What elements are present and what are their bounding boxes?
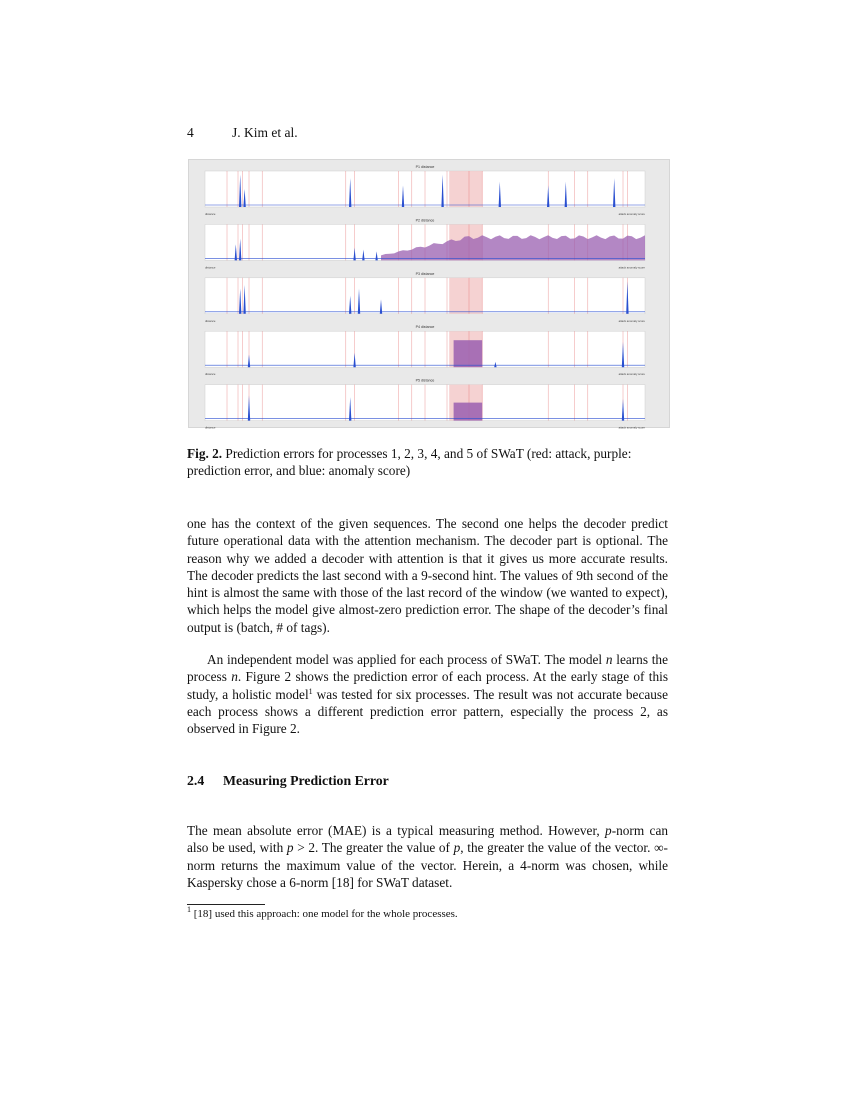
p3-d: , the greater the value of the vector. ∞-norm returns the maximum value of the vector. Herein, a 4-norm was chosen, while Kaspersky chose a 6-norm [18] for SWaT dataset.: [187, 840, 668, 890]
running-head: [187, 125, 298, 141]
panel-legend-left: distance: [205, 372, 216, 377]
p2-var-n: n: [605, 652, 613, 667]
panel-legend-left: distance: [205, 318, 216, 323]
panel-title: P4 distance: [415, 325, 435, 330]
footnote-text: [18] used this approach: one model for the whole processes.: [193, 908, 458, 920]
panel-title: P5 distance: [415, 378, 435, 383]
p3-var-p3: p: [453, 840, 461, 856]
panel-title: P3 distance: [415, 271, 435, 276]
p3-var-p1: p: [605, 823, 612, 838]
p2-c: . Figure 2 shows the prediction error of each process. At the early stage of this study, a holistic model: [187, 669, 668, 702]
section-number: 2.4: [187, 773, 205, 788]
figure-prediction-errors: [188, 159, 670, 428]
p3-b: -norm can also be used, with: [187, 823, 668, 856]
panel-legend-right: attack anomaly score: [618, 372, 645, 377]
p2-var-n2: n: [231, 669, 238, 685]
page-number: 4: [187, 125, 194, 140]
footnote: [187, 905, 458, 920]
panel-legend-left: distance: [205, 265, 216, 270]
section-heading: [187, 773, 389, 789]
panel-title: P2 distance: [415, 218, 435, 223]
prediction-error-block: [454, 403, 483, 421]
paragraph-3: [187, 822, 668, 891]
attack-window: [449, 278, 482, 314]
panel-legend-right: attack anomaly score: [618, 318, 645, 323]
figure-caption: [187, 445, 668, 479]
section-title: Measuring Prediction Error: [223, 773, 389, 788]
caption-label: Fig. 2.: [187, 446, 223, 461]
p2-a: An independent model was applied for each process of SWaT. The model: [207, 652, 606, 667]
paragraph-1: [187, 515, 668, 636]
p2-d: was tested for six processes. The result was not accurate because each process shows a different prediction error pattern, especially the process 2, as observed in Figure 2.: [187, 686, 668, 737]
caption-text: Prediction errors for processes 1, 2, 3, 4, and 5 of SWaT (red: attack, purple: prediction error, and blue: anomaly score): [187, 446, 632, 478]
panel-legend-left: distance: [205, 212, 216, 216]
footnote-ref: 1: [308, 686, 313, 696]
p2-b: learns the process: [187, 652, 668, 685]
footnote-rule: [187, 904, 265, 905]
p3-var-p2: p: [286, 840, 294, 856]
paragraph-2: [187, 651, 668, 737]
p3-c: > 2. The greater the value of: [293, 840, 454, 856]
attack-window: [449, 171, 482, 207]
paragraph-1-text: one has the context of the given sequences. The second one helps the decoder predict future operational data with the attention mechanism. The decoder part is optional. The reason why we added a decoder with attention is that it gives us more accurate results. The decoder predicts the last second with a 9-second hint. The values of 9th second of the hint is almost the same with those of the last record of the window (we wanted to expect), which helps the model give almost-zero prediction error. The shape of the decoder’s final output is (batch, # of tags).: [187, 516, 668, 635]
running-authors: J. Kim et al.: [232, 125, 298, 140]
p3-a: The mean absolute error (MAE) is a typical measuring method. However,: [187, 823, 606, 838]
prediction-error-block: [454, 340, 483, 367]
panel-legend-right: attack anomaly score: [618, 425, 645, 430]
panel-legend-left: distance: [205, 425, 216, 430]
figure-chart-svg: [189, 160, 669, 430]
footnote-mark: 1: [187, 905, 191, 914]
panel-title: P1 distance: [415, 165, 435, 169]
panel-legend-right: attack anomaly score: [618, 212, 645, 216]
panel-legend-right: attack anomaly score: [618, 265, 645, 270]
